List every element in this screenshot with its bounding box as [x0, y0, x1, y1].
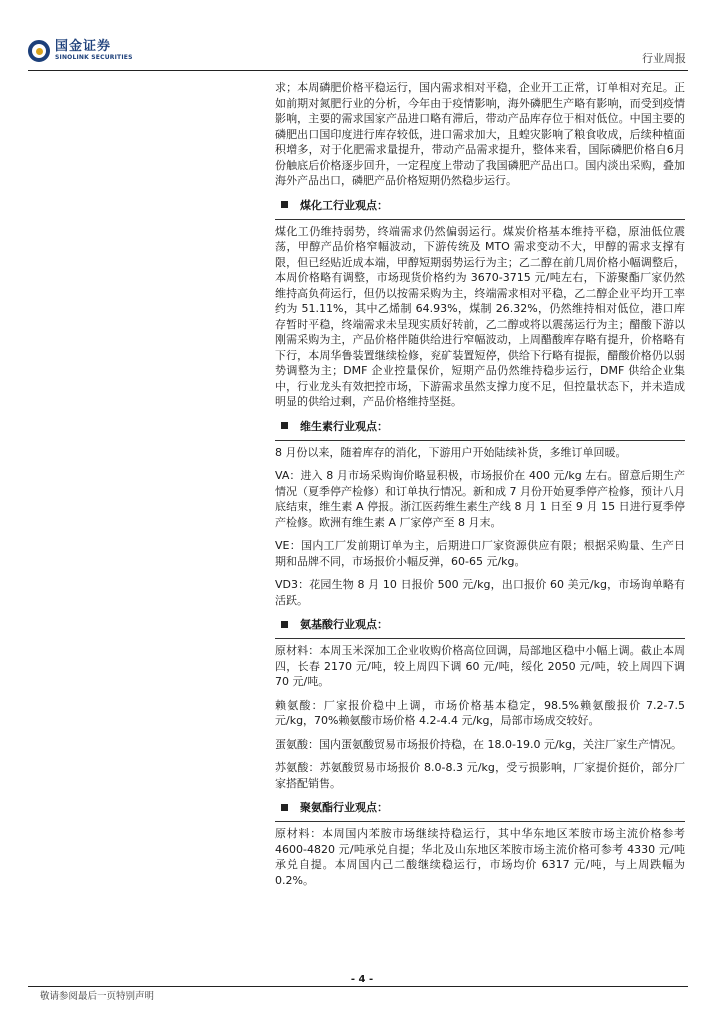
main-content — [275, 80, 685, 896]
section-polyurethane — [275, 799, 685, 888]
section-paragraph: 赖氨酸：厂家报价稳中上调，市场价格基本稳定，98.5%赖氨酸报价 7.2-7.5 元/kg，70%赖氨酸市场价格 4.2-4.4 元/kg，局部市场成交较好。 — [275, 698, 685, 727]
disclaimer-note: 敬请参阅最后一页特别声明 — [40, 991, 155, 1002]
footer-divider — [28, 986, 688, 987]
section-paragraph: 煤化工仍维持弱势，终端需求仍然偏弱运行。煤炭价格基本维持平稳，原油低位震荡，甲醇产品价格窄幅波动，下游传统及 MTO 需求变动不大，甲醇的需求支撑有限，但已经贴近成本端，甲醇短期弱势运行为主；乙二醇在前几周价格小幅调整后，本周价格略有调整，市场现货价格约为 3670-3715 元/吨左右，下游聚酯厂家仍然维持高负荷运行，但仍以按需采购为主，终端需求相对平稳，乙二醇企业平均开工率约为 51.11%，其中乙烯制 64.93%，煤制 26.32%，仍然维持相对低位，港口库存暂时平稳，终端需求未呈现实质好转前，乙二醇或将以震荡运行为主；醋酸下游以刚需采购为主，产品价格伴随供给进行窄幅波动，上周醋酸库存略有提升，价格略有下行，本周华鲁装置继续检修，兖矿装置短停，供给下行略有提振，醋酸价格仍以弱势调整为主；DMF 企业控量保价，短期产品仍然维持稳步运行，DMF 供给企业集中，行业龙头有效把控市场，下游需求虽然支撑力度不足，但控量状态下，并未造成明显的供给过剩，产品价格维持坚挺。 — [275, 224, 685, 408]
section-heading — [275, 197, 685, 213]
intro-paragraph: 求；本周磷肥价格平稳运行，国内需求相对平稳，企业开工正常，订单相对充足。正如前期对氮肥行业的分析，今年由于疫情影响，海外磷肥生产略有影响，而受到疫情影响，主要的需求国家产品进口略有滞后，带动产品库存位于相对低位。中国主要的磷肥出口国印度进行库存较低，进口需求加大，且蝗灾影响了粮食收成，后续种植面积增多，对于化肥需求量提升，带动产品需求提升，整体来看，国际磷肥价格自6月份触底后价格逐步回升，一定程度上带动了我国磷肥产品出口。国内淡出采购，叠加海外产品出口，磷肥产品价格短期仍然稳步运行。 — [275, 81, 685, 187]
section-heading — [275, 799, 685, 815]
square-bullet-icon — [281, 422, 288, 429]
section-vitamin — [275, 418, 685, 609]
section-title: 聚氨酯行业观点： — [300, 801, 388, 814]
section-paragraph: 原材料：本周玉米深加工企业收购价格高位回调，局部地区稳中小幅上调。截止本周四，长春 2170 元/吨，较上周四下调 60 元/吨，绥化 2050 元/吨，较上周四下调 70 元/吨。 — [275, 644, 685, 688]
section-amino-acid — [275, 616, 685, 791]
section-heading — [275, 418, 685, 434]
page-number: - 4 - — [350, 974, 374, 985]
square-bullet-icon — [281, 201, 288, 208]
section-paragraph: 蛋氨酸：国内蛋氨酸贸易市场报价持稳，在 18.0-19.0 元/kg，关注厂家生产情况。 — [275, 737, 683, 751]
section-title: 维生素行业观点： — [300, 419, 388, 433]
section-divider — [275, 821, 685, 822]
logo-english-name: SINOLINK SECURITIES — [55, 54, 133, 61]
section-divider — [275, 219, 685, 220]
report-type-title: 行业周报 — [642, 52, 686, 65]
company-logo — [28, 40, 133, 62]
section-paragraph: VE：国内工厂发前期订单为主，后期进口厂家资源供应有限；根据采购量、生产日期和品牌不同，市场报价小幅反弹，60-65 元/kg。 — [275, 539, 685, 568]
section-divider — [275, 638, 685, 639]
square-bullet-icon — [281, 804, 288, 811]
section-coal-chemical — [275, 197, 685, 410]
section-heading — [275, 616, 685, 632]
section-title: 煤化工行业观点： — [300, 198, 388, 212]
section-paragraph: 原材料：本周国内苯胺市场继续持稳运行，其中华东地区苯胺市场主流价格参考 4600-4820 元/吨承兑自提；华北及山东地区苯胺市场主流价格可参考 4330 元/吨承兑自提。本周国内己二酸继续稳运行，市场均价 6317 元/吨，与上周跌幅为 0.2%。 — [275, 827, 685, 887]
section-paragraph: 苏氨酸：苏氨酸贸易市场报价 8.0-8.3 元/kg，受亏损影响，厂家提价挺价，部分厂家搭配销售。 — [275, 761, 685, 790]
header-divider — [28, 70, 688, 71]
square-bullet-icon — [281, 621, 288, 628]
section-title: 氨基酸行业观点： — [300, 618, 388, 631]
logo-mark-icon — [28, 40, 50, 62]
section-divider — [275, 440, 685, 441]
section-paragraph: VD3：花园生物 8 月 10 日报价 500 元/kg，出口报价 60 美元/kg，市场询单略有活跃。 — [275, 578, 685, 607]
page-header — [0, 0, 724, 80]
logo-chinese-name: 国金证券 — [55, 39, 112, 54]
section-paragraph: 8 月份以来，随着库存的消化，下游用户开始陆续补货，多维订单回暖。 — [275, 445, 627, 459]
section-paragraph: VA：进入 8 月市场采购询价略显积极，市场报价在 400 元/kg 左右。留意后期生产情况（夏季停产检修）和订单执行情况。新和成 7 月份开始夏季停产检修，预计八月底结束，维生素 A 停报。浙江医药维生素生产线 8 月 1 日至 9 月 15 日进行夏季停产检修。欧洲有维生素 A 厂家停产至 8 月末。 — [275, 469, 685, 529]
